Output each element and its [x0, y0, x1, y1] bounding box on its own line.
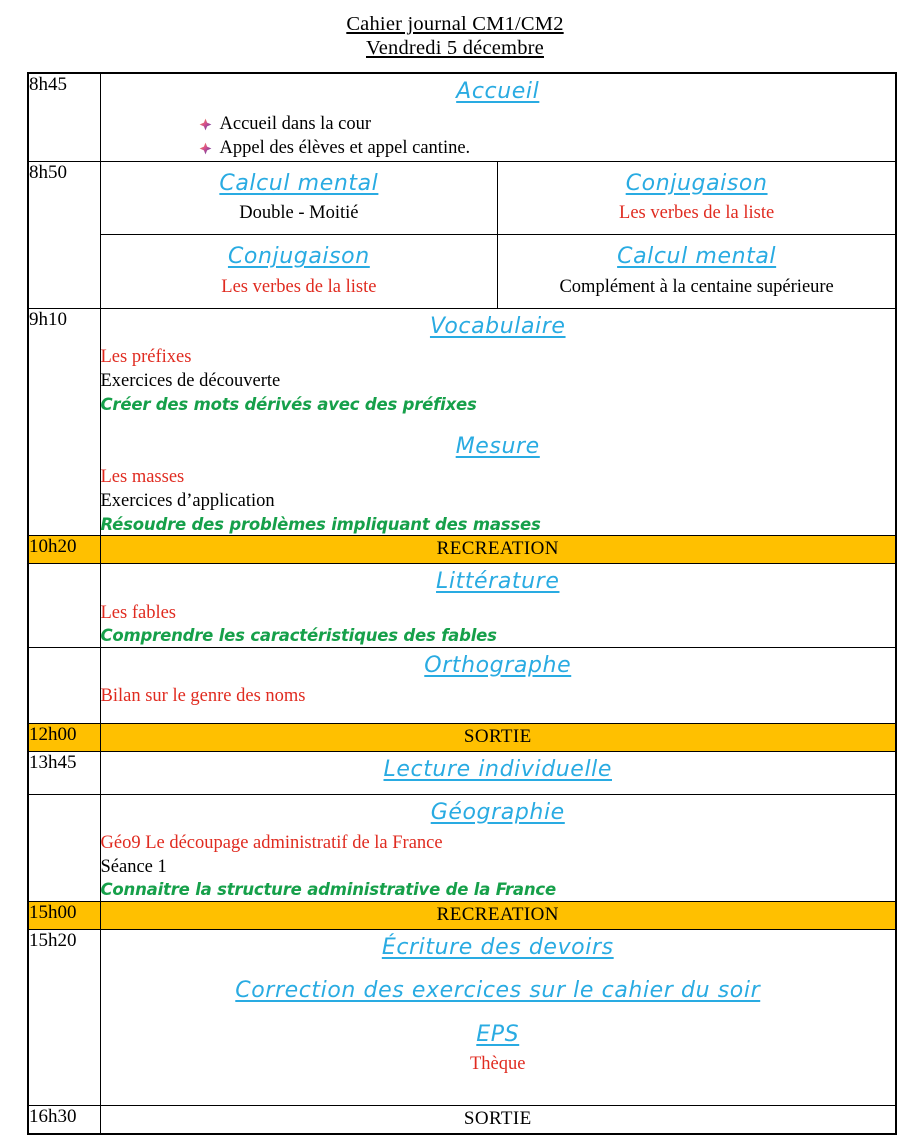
cell-accueil: [100, 73, 896, 161]
time-lecture: 13h45: [28, 752, 100, 795]
time-geographie: [28, 794, 100, 901]
table-row-geographie: [28, 794, 896, 901]
objective-mesure: Résoudre des problèmes impliquant des masses: [100, 514, 541, 534]
label-sortie-soir: SORTIE: [100, 1106, 896, 1135]
time-recreation-matin: 10h20: [28, 536, 100, 564]
time-litterature: [28, 564, 100, 648]
cell-rituels: [100, 161, 896, 308]
subject-conjugaison-1: Conjugaison: [625, 170, 768, 196]
topic-orthographe: Bilan sur le genre des noms: [100, 686, 306, 707]
rituels-split-table: [101, 162, 896, 308]
time-fin-journee: 15h20: [28, 929, 100, 1106]
objective-litterature: Comprendre les caractéristiques des fables: [100, 626, 497, 646]
schedule-table: [27, 72, 897, 1135]
table-row-matin: [28, 308, 896, 536]
table-row-rituels: [28, 161, 896, 308]
rituels-cell-top-left: [101, 162, 498, 235]
subject-correction-exercices: Correction des exercices sur le cahier du soir: [235, 978, 761, 1004]
title-line-1: Cahier journal CM1/CM2: [346, 13, 564, 35]
detail-conjugaison-1: Les verbes de la liste: [619, 203, 775, 224]
table-row: [101, 162, 896, 235]
topic-mesure: Les masses: [100, 467, 185, 488]
table-row-fin-journee: [28, 929, 896, 1106]
table-row-accueil: [28, 73, 896, 161]
time-rituels: 8h50: [28, 161, 100, 308]
activity-vocabulaire: Exercices de découverte: [100, 370, 281, 391]
subject-mesure: Mesure: [455, 433, 540, 459]
subject-calcul-mental-2: Calcul mental: [617, 244, 777, 270]
cell-lecture: [100, 752, 896, 795]
table-row-litterature: [28, 564, 896, 648]
objective-vocabulaire: Créer des mots dérivés avec des préfixes: [100, 394, 477, 414]
title-line-2: Vendredi 5 décembre: [366, 37, 544, 60]
subject-lecture: Lecture individuelle: [383, 757, 612, 783]
label-recreation-matin: RECREATION: [100, 536, 896, 564]
bullet-text: Appel des élèves et appel cantine.: [219, 138, 471, 159]
block-spacer: [101, 1079, 896, 1105]
subject-ecriture-devoirs: Écriture des devoirs: [381, 934, 614, 960]
cell-fin-journee: [100, 929, 896, 1106]
table-row-sortie-soir: [28, 1106, 896, 1135]
arrow-bullet-icon: [199, 114, 212, 127]
block-spacer: [101, 709, 896, 723]
cell-matin: [100, 308, 896, 536]
cell-orthographe: [100, 647, 896, 723]
table-row-lecture: [28, 752, 896, 795]
subject-eps: EPS: [476, 1021, 520, 1047]
rituels-cell-bottom-right: [498, 235, 895, 308]
time-accueil: 8h45: [28, 73, 100, 161]
rituels-cell-top-right: [498, 162, 895, 235]
subject-litterature: Littérature: [436, 569, 560, 595]
page-title: [0, 0, 910, 60]
block-spacer: [101, 967, 896, 973]
detail-calcul-mental-2: Complément à la centaine supérieure: [559, 276, 834, 297]
subject-calcul-mental-1: Calcul mental: [219, 170, 379, 196]
objective-geographie: Connaitre la structure administrative de la France: [100, 880, 556, 900]
topic-litterature: Les fables: [100, 602, 177, 623]
activity-mesure: Exercices d’application: [100, 491, 275, 512]
topic-vocabulaire: Les préfixes: [100, 347, 192, 368]
time-orthographe: [28, 647, 100, 723]
label-sortie-midi: SORTIE: [100, 724, 896, 752]
time-sortie-midi: 12h00: [28, 724, 100, 752]
list-item: [199, 112, 896, 136]
detail-eps: Thèque: [470, 1054, 526, 1075]
time-matin: 9h10: [28, 308, 100, 536]
table-row-sortie-midi: [28, 724, 896, 752]
table-row-recreation-apres-midi: [28, 901, 896, 929]
list-item: [199, 136, 896, 160]
detail-calcul-mental-1: Double - Moitié: [239, 203, 359, 224]
table-row: [101, 235, 896, 308]
table-row-recreation-matin: [28, 536, 896, 564]
subject-accueil: Accueil: [456, 79, 540, 105]
topic-geographie: Géo9 Le découpage administratif de la France: [100, 833, 443, 854]
label-recreation-apres-midi: RECREATION: [100, 901, 896, 929]
activity-geographie: Séance 1: [100, 856, 167, 877]
accueil-bullet-list: [101, 112, 896, 161]
subject-vocabulaire: Vocabulaire: [429, 313, 566, 339]
subject-geographie: Géographie: [430, 799, 565, 825]
subject-conjugaison-2: Conjugaison: [227, 244, 370, 270]
time-recreation-apres-midi: 15h00: [28, 901, 100, 929]
arrow-bullet-icon: [199, 138, 212, 151]
time-sortie-soir: 16h30: [28, 1106, 100, 1135]
subject-orthographe: Orthographe: [424, 652, 572, 678]
cell-litterature: [100, 564, 896, 648]
bullet-text: Accueil dans la cour: [219, 113, 372, 134]
cell-geographie: [100, 794, 896, 901]
detail-conjugaison-2: Les verbes de la liste: [221, 276, 377, 297]
block-spacer: [101, 1011, 896, 1017]
table-row-orthographe: [28, 647, 896, 723]
rituels-cell-bottom-left: [101, 235, 498, 308]
block-spacer: [101, 415, 896, 429]
